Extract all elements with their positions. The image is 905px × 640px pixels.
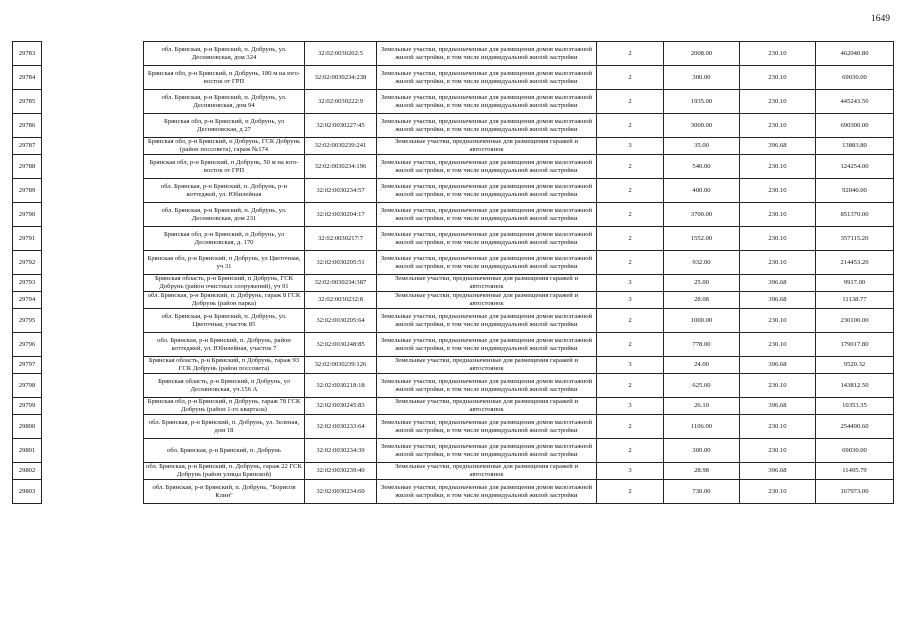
rate-cell: 396.68 [740, 357, 816, 374]
gap-cell [42, 155, 144, 179]
area-cell: 540.00 [664, 155, 740, 179]
address-cell: обл. Брянская, р-н Брянский, п. Добрунь, ул. Цветочная, участок 85 [144, 309, 305, 333]
group-cell: 2 [597, 203, 664, 227]
group-cell: 2 [597, 333, 664, 357]
address-cell: обл. Брянская, р-н Брянский, п. Добрунь, ул. Десняновская, дом 94 [144, 90, 305, 114]
cadastral-number-cell: 32:02:0030222:9 [305, 90, 377, 114]
group-cell: 3 [597, 138, 664, 155]
land-use-cell: Земельные участки, предназначенные для размещения домов малоэтажной жилой застройки, в том числе индивидуальной жилой застройки [377, 90, 597, 114]
cadastral-number-cell: 32:02:0030202:5 [305, 42, 377, 66]
rate-cell: 230.10 [740, 439, 816, 463]
cadastral-value-cell: 11495.79 [816, 463, 894, 480]
area-cell: 625.00 [664, 374, 740, 398]
land-use-cell: Земельные участки, предназначенные для размещения домов малоэтажной жилой застройки, в том числе индивидуальной жилой застройки [377, 439, 597, 463]
cadastral-number-cell: 32:02:0030234:238 [305, 66, 377, 90]
row-number-cell: 29798 [13, 374, 42, 398]
table-row [13, 357, 894, 374]
cadastral-value-cell: 13883.80 [816, 138, 894, 155]
address-cell: обл. Брянская, р-н Брянский, п. Добрунь, ул. Десняновская, дом 324 [144, 42, 305, 66]
land-use-cell: Земельные участки, предназначенные для размещения гаражей и автостоянок [377, 138, 597, 155]
row-number-cell: 29799 [13, 398, 42, 415]
gap-cell [42, 275, 144, 292]
land-use-cell: Земельные участки, предназначенные для размещения домов малоэтажной жилой застройки, в том числе индивидуальной жилой застройки [377, 415, 597, 439]
cadastral-number-cell: 32:02:0030234:60 [305, 480, 377, 504]
table-row [13, 309, 894, 333]
row-number-cell: 29800 [13, 415, 42, 439]
land-use-cell: Земельные участки, предназначенные для размещения домов малоэтажной жилой застройки, в том числе индивидуальной жилой застройки [377, 203, 597, 227]
group-cell: 2 [597, 374, 664, 398]
cadastral-value-cell: 462040.80 [816, 42, 894, 66]
gap-cell [42, 42, 144, 66]
table-body [13, 42, 894, 504]
gap-cell [42, 138, 144, 155]
rate-cell: 230.10 [740, 179, 816, 203]
land-use-cell: Земельные участки, предназначенные для размещения гаражей и автостоянок [377, 292, 597, 309]
row-number-cell: 29788 [13, 155, 42, 179]
table-row [13, 251, 894, 275]
cadastral-number-cell: 32:02:0030245:83 [305, 398, 377, 415]
address-cell: Брянская область, р-н Брянский, п Добрунь, гараж 93 ГСК Добрунь (район поссовета) [144, 357, 305, 374]
area-cell: 932.00 [664, 251, 740, 275]
area-cell: 3700.00 [664, 203, 740, 227]
cadastral-value-cell: 92040.00 [816, 179, 894, 203]
row-number-cell: 29789 [13, 179, 42, 203]
address-cell: обл. Брянская, р-н Брянский, п. Добрунь, "Борисов Клин" [144, 480, 305, 504]
cadastral-value-cell: 690300.00 [816, 114, 894, 138]
row-number-cell: 29796 [13, 333, 42, 357]
rate-cell: 230.10 [740, 227, 816, 251]
rate-cell: 396.68 [740, 292, 816, 309]
row-number-cell: 29802 [13, 463, 42, 480]
row-number-cell: 29795 [13, 309, 42, 333]
area-cell: 24.00 [664, 357, 740, 374]
cadastral-number-cell: 32:02:0030239:40 [305, 463, 377, 480]
gap-cell [42, 114, 144, 138]
rate-cell: 230.10 [740, 66, 816, 90]
cadastral-value-cell: 69030.00 [816, 66, 894, 90]
cadastral-value-cell: 445243.50 [816, 90, 894, 114]
row-number-cell: 29783 [13, 42, 42, 66]
rate-cell: 230.10 [740, 114, 816, 138]
cadastral-value-cell: 230100.00 [816, 309, 894, 333]
cadastral-number-cell: 32:02:0030204:17 [305, 203, 377, 227]
cadastral-value-cell: 11138.77 [816, 292, 894, 309]
address-cell: обл. Брянская, р-н Брянский, п. Добрунь, р-н коттеджей, ул. Юбилейная [144, 179, 305, 203]
cadastral-number-cell: 32:02:0030248:85 [305, 333, 377, 357]
rate-cell: 230.10 [740, 415, 816, 439]
area-cell: 1935.00 [664, 90, 740, 114]
cadastral-value-cell: 9520.32 [816, 357, 894, 374]
land-use-cell: Земельные участки, предназначенные для размещения гаражей и автостоянок [377, 463, 597, 480]
cadastral-value-cell: 214453.20 [816, 251, 894, 275]
group-cell: 3 [597, 275, 664, 292]
cadastral-number-cell: 32:02:0030205:51 [305, 251, 377, 275]
address-cell: Брянская обл, р-н Брянский, п Добрунь, ГСК Добрунь (район поссовета), гараж №174 [144, 138, 305, 155]
address-cell: Брянская обл, р-н Брянский, п Добрунь, 50 м на юго-восток от ГРП [144, 155, 305, 179]
gap-cell [42, 463, 144, 480]
area-cell: 35.00 [664, 138, 740, 155]
area-cell: 300.00 [664, 439, 740, 463]
address-cell: обл. Брянская, р-н Брянский, п. Добрунь, гараж 22 ГСК Добрунь (район улицы Брянской) [144, 463, 305, 480]
rate-cell: 396.68 [740, 275, 816, 292]
cadastral-number-cell: 32:02:0030227:45 [305, 114, 377, 138]
page-number: 1649 [871, 14, 890, 24]
row-number-cell: 29786 [13, 114, 42, 138]
address-cell: Брянская обл, р-н Брянский, п Добрунь, ул Десняновская, д 27 [144, 114, 305, 138]
gap-cell [42, 66, 144, 90]
land-use-cell: Земельные участки, предназначенные для размещения домов малоэтажной жилой застройки, в том числе индивидуальной жилой застройки [377, 480, 597, 504]
address-cell: Брянская обл, р-н Брянский, п Добрунь, ул Десняновская, д. 170 [144, 227, 305, 251]
group-cell: 2 [597, 114, 664, 138]
rate-cell: 396.68 [740, 138, 816, 155]
land-registry-table [12, 41, 894, 504]
rate-cell: 230.10 [740, 251, 816, 275]
land-use-cell: Земельные участки, предназначенные для размещения гаражей и автостоянок [377, 357, 597, 374]
group-cell: 3 [597, 292, 664, 309]
cadastral-value-cell: 254490.60 [816, 415, 894, 439]
table-row [13, 90, 894, 114]
address-cell: Брянская обл, р-н Брянский, п Добрунь, гараж 78 ГСК Добрунь (район 1-го квартала) [144, 398, 305, 415]
address-cell: обл. Брянская, р-н Брянский, п. Добрунь, район коттеджей, ул. Юбилейная, участок 7 [144, 333, 305, 357]
land-use-cell: Земельные участки, предназначенные для размещения домов малоэтажной жилой застройки, в том числе индивидуальной жилой застройки [377, 251, 597, 275]
table-row [13, 398, 894, 415]
cadastral-value-cell: 179017.80 [816, 333, 894, 357]
row-number-cell: 29793 [13, 275, 42, 292]
group-cell: 2 [597, 66, 664, 90]
cadastral-value-cell: 357115.20 [816, 227, 894, 251]
group-cell: 3 [597, 463, 664, 480]
land-use-cell: Земельные участки, предназначенные для размещения домов малоэтажной жилой застройки, в том числе индивидуальной жилой застройки [377, 114, 597, 138]
row-number-cell: 29785 [13, 90, 42, 114]
table-row [13, 415, 894, 439]
table-row [13, 203, 894, 227]
gap-cell [42, 227, 144, 251]
cadastral-value-cell: 124254.00 [816, 155, 894, 179]
row-number-cell: 29791 [13, 227, 42, 251]
cadastral-number-cell: 32:02:0030234:57 [305, 179, 377, 203]
address-cell: Брянская область, р-н Брянский, п Добрунь, ГСК Добрунь (район очистных сооружений), уч 91 [144, 275, 305, 292]
area-cell: 400.00 [664, 179, 740, 203]
area-cell: 300.00 [664, 66, 740, 90]
rate-cell: 230.10 [740, 155, 816, 179]
table-row [13, 155, 894, 179]
gap-cell [42, 251, 144, 275]
area-cell: 1552.00 [664, 227, 740, 251]
land-use-cell: Земельные участки, предназначенные для размещения домов малоэтажной жилой застройки, в том числе индивидуальной жилой застройки [377, 374, 597, 398]
table-row [13, 66, 894, 90]
land-use-cell: Земельные участки, предназначенные для размещения домов малоэтажной жилой застройки, в том числе индивидуальной жилой застройки [377, 66, 597, 90]
table-row [13, 333, 894, 357]
area-cell: 2008.00 [664, 42, 740, 66]
land-use-cell: Земельные участки, предназначенные для размещения домов малоэтажной жилой застройки, в том числе индивидуальной жилой застройки [377, 42, 597, 66]
row-number-cell: 29797 [13, 357, 42, 374]
rate-cell: 396.68 [740, 398, 816, 415]
cadastral-value-cell: 143812.50 [816, 374, 894, 398]
table-row [13, 480, 894, 504]
land-use-cell: Земельные участки, предназначенные для размещения гаражей и автостоянок [377, 275, 597, 292]
rate-cell: 230.10 [740, 90, 816, 114]
gap-cell [42, 179, 144, 203]
gap-cell [42, 357, 144, 374]
group-cell: 2 [597, 415, 664, 439]
cadastral-value-cell: 69030.00 [816, 439, 894, 463]
area-cell: 1000.00 [664, 309, 740, 333]
row-number-cell: 29801 [13, 439, 42, 463]
gap-cell [42, 203, 144, 227]
cadastral-value-cell: 10353.35 [816, 398, 894, 415]
group-cell: 2 [597, 90, 664, 114]
table-row [13, 114, 894, 138]
gap-cell [42, 90, 144, 114]
cadastral-number-cell: 32:02:0030234:387 [305, 275, 377, 292]
cadastral-number-cell: 32:02:0030205:64 [305, 309, 377, 333]
row-number-cell: 29784 [13, 66, 42, 90]
address-cell: обл. Брянская, р-н Брянский, п. Добрунь [144, 439, 305, 463]
area-cell: 25.00 [664, 275, 740, 292]
cadastral-number-cell: 32:02:0030233:64 [305, 415, 377, 439]
group-cell: 2 [597, 42, 664, 66]
cadastral-value-cell: 167973.00 [816, 480, 894, 504]
table-row [13, 292, 894, 309]
cadastral-number-cell: 32:02:0030239:241 [305, 138, 377, 155]
rate-cell: 230.10 [740, 374, 816, 398]
group-cell: 2 [597, 480, 664, 504]
address-cell: Брянская обл, р-н Брянский, п Добрунь, ул Цветочная, уч 31 [144, 251, 305, 275]
cadastral-number-cell: 32:02:0030234:196 [305, 155, 377, 179]
cadastral-number-cell: 32:02:0030234:39 [305, 439, 377, 463]
row-number-cell: 29787 [13, 138, 42, 155]
group-cell: 3 [597, 357, 664, 374]
cadastral-number-cell: 32:02:0030232:8 [305, 292, 377, 309]
group-cell: 2 [597, 179, 664, 203]
cadastral-value-cell: 9917.00 [816, 275, 894, 292]
cadastral-number-cell: 32:02:0030239:126 [305, 357, 377, 374]
land-use-cell: Земельные участки, предназначенные для размещения домов малоэтажной жилой застройки, в том числе индивидуальной жилой застройки [377, 309, 597, 333]
row-number-cell: 29790 [13, 203, 42, 227]
address-cell: обл. Брянская, р-н Брянский, п. Добрунь, ул. Десняновская, дом 231 [144, 203, 305, 227]
gap-cell [42, 309, 144, 333]
group-cell: 2 [597, 309, 664, 333]
address-cell: обл. Брянская, р-н Брянский, п. Добрунь, гараж 8 ГСК Добрунь (район парка) [144, 292, 305, 309]
row-number-cell: 29803 [13, 480, 42, 504]
table-row [13, 179, 894, 203]
address-cell: Брянская обл, р-н Брянский, п Добрунь, 180 м на юго-восток от ГРП [144, 66, 305, 90]
area-cell: 28.08 [664, 292, 740, 309]
area-cell: 730.00 [664, 480, 740, 504]
table-row [13, 463, 894, 480]
cadastral-value-cell: 851370.00 [816, 203, 894, 227]
table-row [13, 374, 894, 398]
gap-cell [42, 415, 144, 439]
group-cell: 2 [597, 227, 664, 251]
group-cell: 2 [597, 251, 664, 275]
row-number-cell: 29794 [13, 292, 42, 309]
group-cell: 2 [597, 439, 664, 463]
land-use-cell: Земельные участки, предназначенные для размещения домов малоэтажной жилой застройки, в том числе индивидуальной жилой застройки [377, 179, 597, 203]
row-number-cell: 29792 [13, 251, 42, 275]
area-cell: 26.10 [664, 398, 740, 415]
address-cell: Брянская область, р-н Брянский, п Добрунь, ул Десняновская, уч.156 А [144, 374, 305, 398]
rate-cell: 230.10 [740, 42, 816, 66]
gap-cell [42, 480, 144, 504]
gap-cell [42, 374, 144, 398]
gap-cell [42, 333, 144, 357]
table-row [13, 42, 894, 66]
land-use-cell: Земельные участки, предназначенные для размещения домов малоэтажной жилой застройки, в том числе индивидуальной жилой застройки [377, 227, 597, 251]
gap-cell [42, 398, 144, 415]
table-row [13, 138, 894, 155]
rate-cell: 230.10 [740, 480, 816, 504]
address-cell: обл. Брянская, р-н Брянский, п. Добрунь, ул. Зеленая, дом 18 [144, 415, 305, 439]
land-use-cell: Земельные участки, предназначенные для размещения гаражей и автостоянок [377, 398, 597, 415]
rate-cell: 230.10 [740, 333, 816, 357]
rate-cell: 230.10 [740, 203, 816, 227]
land-use-cell: Земельные участки, предназначенные для размещения домов малоэтажной жилой застройки, в том числе индивидуальной жилой застройки [377, 155, 597, 179]
rate-cell: 396.68 [740, 463, 816, 480]
table-row [13, 439, 894, 463]
area-cell: 28.98 [664, 463, 740, 480]
area-cell: 778.00 [664, 333, 740, 357]
land-use-cell: Земельные участки, предназначенные для размещения домов малоэтажной жилой застройки, в том числе индивидуальной жилой застройки [377, 333, 597, 357]
area-cell: 1106.00 [664, 415, 740, 439]
group-cell: 2 [597, 155, 664, 179]
cadastral-number-cell: 32:02:0030218:18 [305, 374, 377, 398]
rate-cell: 230.10 [740, 309, 816, 333]
gap-cell [42, 292, 144, 309]
group-cell: 3 [597, 398, 664, 415]
table-row [13, 275, 894, 292]
gap-cell [42, 439, 144, 463]
area-cell: 3000.00 [664, 114, 740, 138]
table-row [13, 227, 894, 251]
cadastral-number-cell: 32:02:0030217:7 [305, 227, 377, 251]
